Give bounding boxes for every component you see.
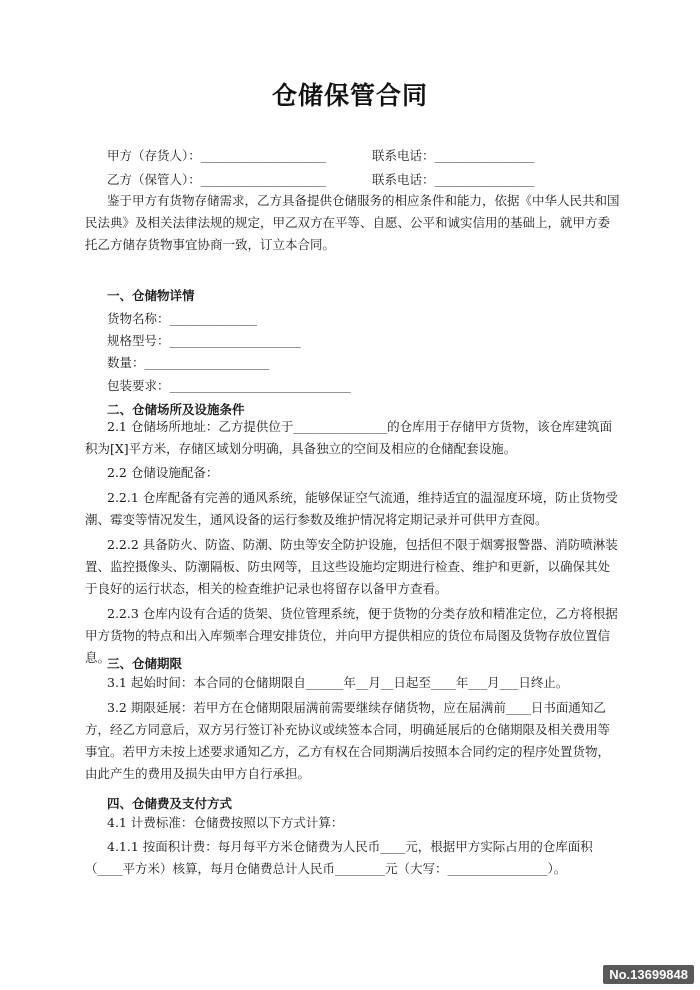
clause-4-1-1: 4.1.1 按面积计费：每月每平方米仓储费为人民币____元，根据甲方实际占用的仓库面积（____平方米）核算，每月仓储费总计人民币________元（大写：________________）。: [85, 839, 593, 876]
section-4-heading: 四、仓储费及支付方式: [107, 796, 233, 811]
section-2-heading: 二、仓储场所及设施条件: [107, 402, 245, 417]
section-1-heading: 一、仓储物详情: [107, 288, 195, 303]
quantity-field: 数量：____________________: [107, 355, 270, 370]
clause-2-1: 2.1 仓储场所地址：乙方提供位于_______________的仓库用于存储甲方货物，该仓库建筑面积为[X]平方米，存储区域划分明确，具备独立的空间及相应的仓储配套设施。: [85, 419, 613, 456]
section-3-heading: 三、仓储期限: [107, 656, 183, 671]
party-a-phone: 联系电话：________________: [372, 148, 535, 163]
clause-2-2-1: 2.2.1 仓库配备有完善的通风系统，能够保证空气流通，维持适宜的温湿度环境，防止货物受潮、霉变等情况发生，通风设备的运行参数及维护情况将定期记录并可供甲方查阅。: [85, 490, 618, 527]
party-a-line: 甲方（存货人）：____________________: [107, 148, 326, 163]
clause-3-2: 3.2 期限延展：若甲方在仓储期限届满前需要继续存储货物，应在届满前____日书面通知乙方，经乙方同意后，双方另行签订补充协议或续签本合同，明确延展后的仓储期限及相关费用等事宜。若甲方未按上述要求通知乙方，乙方有权在合同期满后按照本合同约定的程序处置货物，由此产生的费用及损失由甲方自行承担。: [85, 700, 611, 781]
document-title: 仓储保管合同: [271, 81, 428, 110]
packaging-field: 包装要求：_____________________________: [107, 378, 351, 393]
party-b-line: 乙方（保管人）：____________________: [107, 172, 326, 187]
clause-3-1: 3.1 起始时间：本合同的仓储期限自______年__月__日起至____年___月___日终止。: [107, 675, 569, 690]
watermark-badge: No.13699848: [603, 965, 694, 984]
clause-4-1: 4.1 计费标准：仓储费按照以下方式计算：: [107, 815, 344, 830]
clause-2-2-2: 2.2.2 具备防火、防盗、防潮、防虫等安全防护设施，包括但不限于烟雾报警器、消防喷淋装置、监控摄像头、防潮隔板、防虫网等，且这些设施均定期进行检查、维护和更新，以确保其处于良好的运行状态，相关的检查维护记录也将留存以备甲方查看。: [85, 537, 618, 596]
goods-name-field: 货物名称：______________: [107, 311, 258, 326]
spec-model-field: 规格型号：_____________________: [107, 333, 301, 348]
party-b-phone: 联系电话：________________: [372, 172, 535, 187]
clause-2-2-3: 2.2.3 仓库内设有合适的货架、货位管理系统，便于货物的分类存放和精准定位，乙方将根据甲方货物的特点和出入库频率合理安排货位，并向甲方提供相应的货位布局图及货物存放位置信息。: [85, 606, 618, 665]
clause-2-2: 2.2 仓储设施配备：: [107, 465, 219, 480]
preamble-paragraph: 鉴于甲方有货物存储需求，乙方具备提供仓储服务的相应条件和能力，依据《中华人民共和国民法典》及相关法律法规的规定，甲乙双方在平等、自愿、公平和诚实信用的基础上，就甲方委托乙方储存货物事宜协商一致，订立本合同。: [85, 193, 620, 252]
